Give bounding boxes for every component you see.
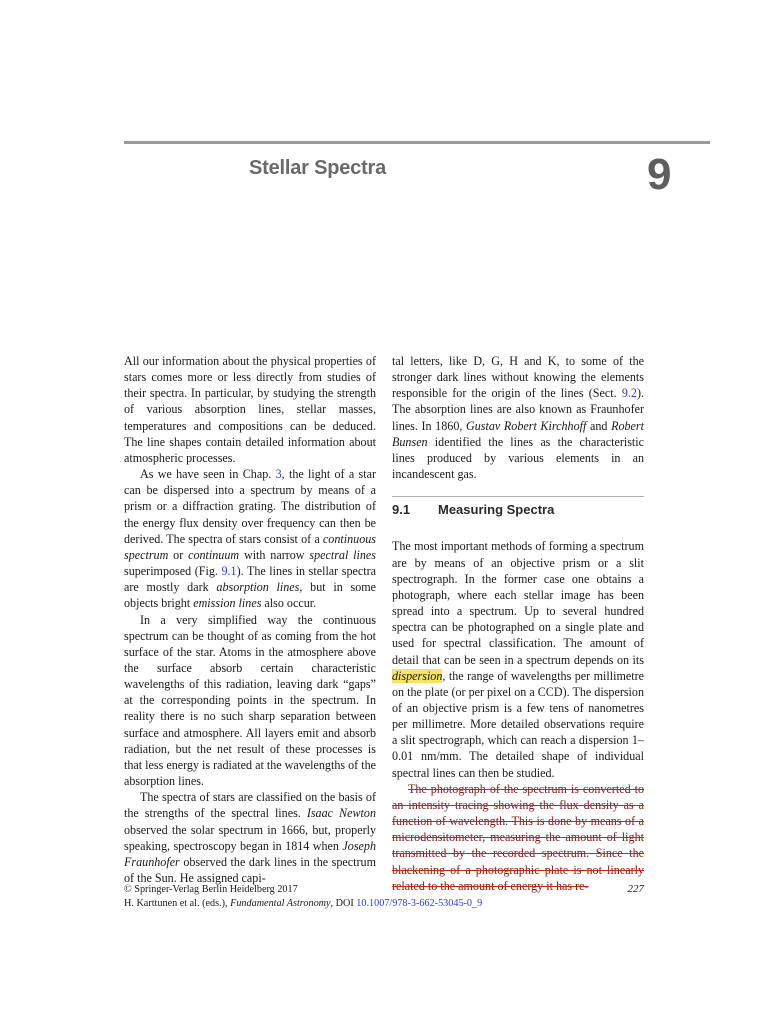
right-column bbox=[392, 353, 644, 894]
paragraph: The most important methods of forming a spectrum are by means of an objective prism or a slit spectrograph. In the former case one obtains a photograph, where each stellar image has been spread into a spectrum. Up to several hundred spectra can be photographed on a single plate and used for spectral classification. The amount of detail that can be seen in a spectrum depends on its dispersion, the range of wavelengths per millimetre on the plate (or per pixel on a CCD). The dispersion of an objective prism is a few tens of nanometres per millimetre. More detailed observations require a slit spectrograph, which can reach a dispersion 1–0.01 nm/mm. The detailed shape of individual spectral lines can then be studied. bbox=[392, 539, 645, 780]
citation-line: H. Karttunen et al. (eds.), Fundamental Astronomy, DOI 10.1007/978-3-662-53045-0_9 bbox=[124, 897, 483, 909]
paragraph: As we have seen in Chap. 3, the light of a star can be dispersed into a spectrum by means of a prism or a diffraction grating. The distribution of the energy flux density over frequency can then be derived. The spectra of stars consist of a continuous spectrum or continuum with narrow spectral lines superimposed (Fig. 9.1). The lines in stellar spectra are mostly dark absorption lines, but in some objects bright emission lines also occur. bbox=[124, 467, 377, 611]
page-number: 227 bbox=[627, 883, 644, 895]
paragraph: tal letters, like D, G, H and K, to some of the stronger dark lines without knowing the elements responsible for the origin of the lines (Sect. 9.2). The absorption lines are also known as Fraunhofer lines. In 1860, Gustav Robert Kirchhoff and Robert Bunsen identified the lines as the characteristic lines produced by various elements in an incandescent gas. bbox=[392, 354, 644, 482]
section-divider bbox=[392, 496, 644, 497]
page-footer bbox=[124, 883, 644, 910]
section-title: Measuring Spectra bbox=[438, 502, 555, 518]
copyright-line: © Springer-Verlag Berlin Heidelberg 2017 bbox=[124, 884, 298, 895]
struck-through-paragraph: The photograph of the spectrum is converted to an intensity tracing showing the flux density as a function of wavelength. This is done by means of a microdensitometer, measuring the amount of light transmitted by the recorded spectrum. Since the blackening of a photographic plate is not linearly related to the amount of energy it has re- bbox=[392, 781, 644, 893]
chapter-link[interactable]: 3 bbox=[275, 467, 282, 482]
chapter-title: Stellar Spectra bbox=[249, 157, 387, 179]
figure-link[interactable]: 9.1 bbox=[221, 564, 237, 579]
section-number: 9.1 bbox=[392, 502, 411, 518]
paragraph: In a very simplified way the continuous spectrum can be thought of as coming from the hot surface of the star. Atoms in the atmosphere above the surface absorb certain characteristic wavelengths of this radiation, leaving dark “gaps” at the corresponding points in the spectrum. In reality there is no such sharp separation between surface and atmosphere. All layers emit and absorb radiation, but the net result of these processes is that less energy is radiated at the wavelengths of the absorption lines. bbox=[124, 612, 376, 789]
paragraph: All our information about the physical properties of stars comes more or less directly from studies of their spectra. In particular, by studying the strength of various absorption lines, stellar masses, temperatures and compositions can be deduced. The line shapes contain detailed information about atmospheric processes. bbox=[124, 354, 376, 465]
section-link[interactable]: 9.2 bbox=[621, 386, 637, 401]
doi-link[interactable]: 10.1007/978-3-662-53045-0_9 bbox=[356, 897, 483, 909]
section-heading bbox=[392, 502, 644, 518]
left-column bbox=[124, 353, 376, 886]
paragraph: The spectra of stars are classified on the basis of the strengths of the spectral lines. Isaac Newton observed the solar spectrum in 1666, but, properly speaking, spectroscopy began in 1814 when Joseph Fraunhofer observed the dark lines in the spectrum of the Sun. He assigned capi- bbox=[124, 790, 376, 885]
chapter-number: 9 bbox=[647, 150, 672, 199]
highlighted-term: dispersion bbox=[392, 668, 443, 683]
chapter-top-rule bbox=[124, 141, 710, 144]
